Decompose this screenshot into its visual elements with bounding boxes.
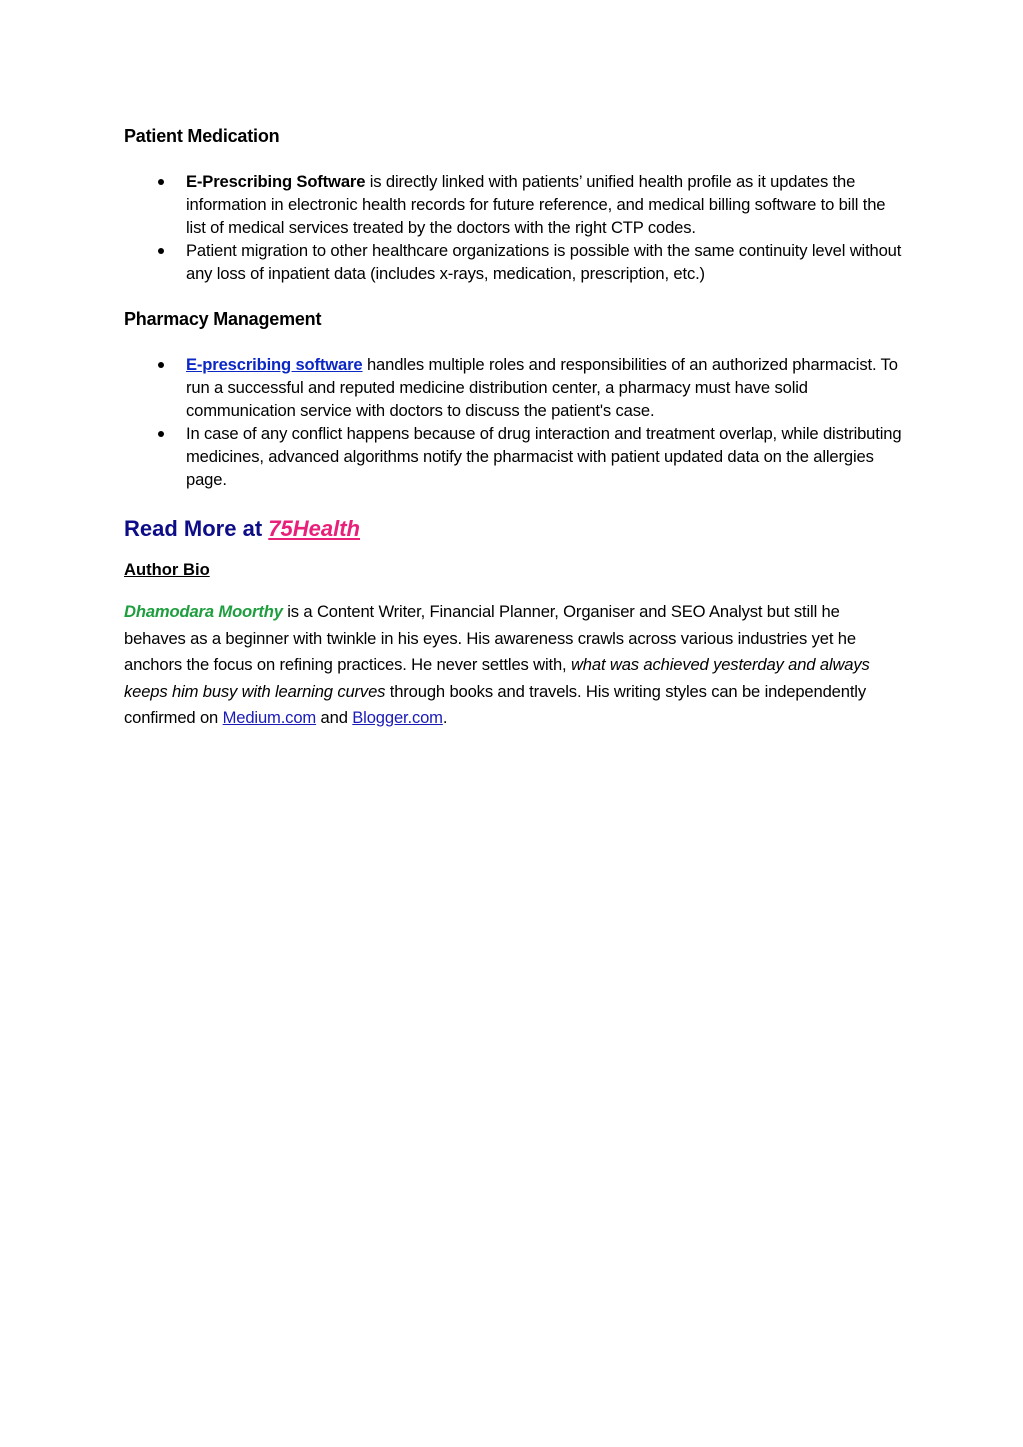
list-item-text: In case of any conflict happens because of drug interaction and treatment overlap, while distributing medicines, advanced algorithms notify the pharmacist with patient updated data on the allergies page. [186, 424, 902, 489]
author-bio-paragraph [124, 599, 904, 732]
document-page [124, 120, 904, 732]
heading-patient-medication: Patient Medication [124, 126, 280, 146]
eprescribing-software-link[interactable]: E-prescribing software [186, 355, 363, 374]
bullet-icon [158, 362, 164, 368]
list-item [124, 353, 904, 422]
author-name: Dhamodara Moorthy [124, 602, 283, 621]
bio-text: and [316, 708, 353, 727]
blogger-link[interactable]: Blogger.com [352, 708, 443, 727]
medium-link[interactable]: Medium.com [222, 708, 317, 727]
heading-pharmacy-management: Pharmacy Management [124, 309, 322, 329]
list-item [124, 170, 904, 239]
list-item [124, 239, 904, 285]
list-item-text: handles multiple roles and responsibilities of an authorized pharmacist. To run a successful and reputed medicine distribution center, a pharmacy must have solid communication service with doctors to discuss the patient's case. [186, 355, 898, 420]
read-more-heading [124, 513, 904, 545]
read-more-prefix: Read More at [124, 516, 269, 541]
pharmacy-management-list [124, 353, 904, 491]
bullet-icon [158, 179, 164, 185]
bio-text: is a Content Writer, Financial Planner, Organiser and SEO Analyst but still he behaves as a beginner with twinkle in his eyes. His awareness crawls across various industries yet he anchors the focus on refining practices. He never settles with, [124, 602, 856, 674]
bio-text: . [442, 708, 448, 727]
eprescribing-software-term: E-Prescribing Software [186, 172, 366, 191]
list-item-text: is directly linked with patients’ unified health profile as it updates the information in electronic health records for future reference, and medical billing software to bill the list of medical services treated by the doctors with the right CTP codes. [186, 172, 886, 237]
bullet-icon [158, 431, 164, 437]
list-item [124, 422, 904, 491]
bio-italic-text: what was achieved yesterday and always keeps him busy with learning curves [124, 655, 870, 701]
list-item-text: Patient migration to other healthcare organizations is possible with the same continuity level without any loss of inpatient data (includes x-rays, medication, prescription, etc.) [186, 241, 902, 283]
bio-text: through books and travels. His writing styles can be independently confirmed on [124, 681, 866, 727]
author-bio-title: Author Bio [124, 560, 210, 579]
patient-medication-list [124, 170, 904, 285]
75health-link[interactable]: 75Health [268, 516, 360, 541]
bullet-icon [158, 248, 164, 254]
